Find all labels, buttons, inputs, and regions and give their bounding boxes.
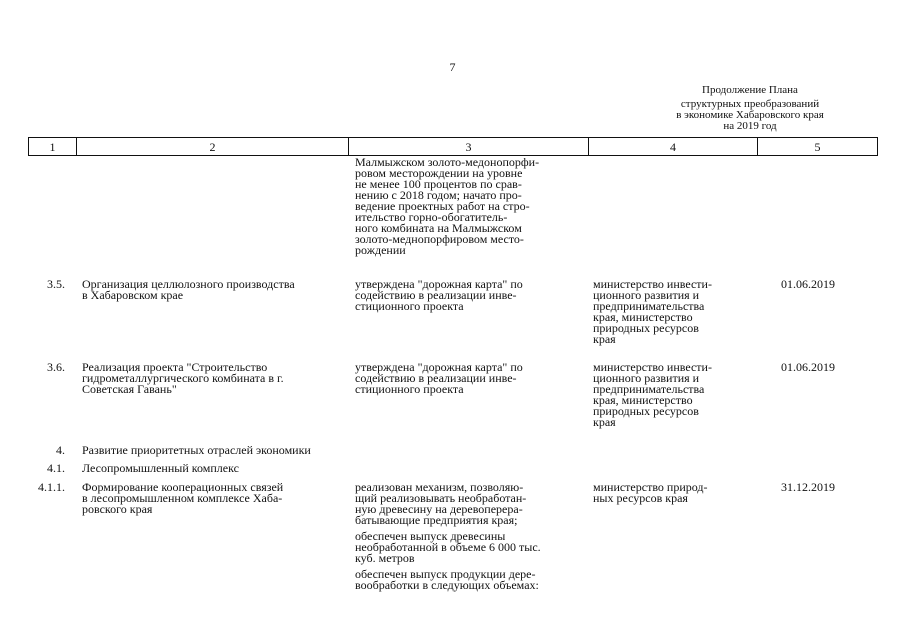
text-line: вообработки в следующих объемах: [355,578,539,592]
text-line: Лесопромышленный комплекс [82,461,239,475]
text-line: министерство природ- [593,480,708,494]
text-line: Советская Гавань" [82,382,177,396]
text-line: ционного развития и [593,288,700,302]
text-line: стиционного проекта [355,382,464,396]
deadline-cell: 31.12.2019 [781,480,835,494]
text-line: обеспечен выпуск древесины [355,529,506,543]
text-line: не менее 100 процентов по срав- [355,177,522,191]
text-line: предпринимательства [593,299,705,313]
column-header-1: 1 [29,138,77,156]
text-line: в Хабаровском крае [82,288,184,302]
text-line: реализован механизм, позволяю- [355,480,524,494]
text-line: необработанной в объеме 6 000 тыс. [355,540,541,554]
text-line: края [593,415,616,429]
row-number: 4.1. [47,461,65,475]
text-line: стиционного проекта [355,299,464,313]
text-line: природных ресурсов [593,321,699,335]
text-line: нению с 2018 годом; начато про- [355,188,522,202]
measure-cell [82,362,284,395]
text-line: министерство инвести- [593,277,712,291]
text-line: обеспечен выпуск продукции дере- [355,567,536,581]
text-line: Малмыжском золото-медонопорфи- [355,155,540,169]
text-line: Реализация проекта "Строительство [82,360,268,374]
continuation-line: структурных преобразований [680,98,820,110]
text-line: батывающие предприятия края; [355,513,518,527]
column-header-4: 4 [589,138,758,156]
result-cell [355,482,541,591]
row-number: 4.1.1. [38,480,65,494]
result-cell [355,279,523,312]
column-header-5: 5 [758,138,878,156]
measure-cell [82,482,283,515]
column-header-2: 2 [77,138,349,156]
text-line: Формирование кооперационных связей [82,480,284,494]
text-line: ровом месторождении на уровне [355,166,523,180]
result-cell [355,157,539,256]
responsible-cell [593,279,712,345]
result-cell [355,362,523,395]
text-line: Развитие приоритетных отраслей экономики [82,443,311,457]
text-line: ровского края [82,502,153,516]
deadline-cell: 01.06.2019 [781,360,835,374]
text-line: золото-меднопорфировом место- [355,232,524,246]
text-line: ную древесину на деревоперера- [355,502,523,516]
text-line: содействию в реализации инве- [355,288,517,302]
text-line: утверждена "дорожная карта" по [355,277,523,291]
continuation-line: в экономике Хабаровского края [676,109,824,121]
text-line: края [593,332,616,346]
row-number: 3.5. [47,277,65,291]
text-line: рождении [355,243,406,257]
row-number: 3.6. [47,360,65,374]
continuation-line: на 2019 год [723,120,777,132]
text-line: куб. метров [355,551,415,565]
text-line: ционного развития и [593,371,700,385]
text-line: в лесопромышленном комплексе Хаба- [82,491,283,505]
responsible-cell [593,362,712,428]
text-line: содействию в реализации инве- [355,371,517,385]
text-line: щий реализовывать необработан- [355,491,527,505]
text-line: утверждена "дорожная карта" по [355,360,523,374]
subsection-title [82,463,239,474]
text-line: природных ресурсов [593,404,699,418]
text-line: края, министерство [593,310,693,324]
row-number: 4. [56,443,65,457]
text-line: предпринимательства [593,382,705,396]
continuation-line: Продолжение Плана [702,84,798,96]
column-header-3: 3 [349,138,589,156]
section-title [82,445,311,456]
page-number: 7 [449,60,456,74]
responsible-cell [593,482,708,504]
text-line: Организация целлюлозного производства [82,277,295,291]
text-line: ительство горно-обогатитель- [355,210,508,224]
text-line: ного комбината на Малмыжском [355,221,522,235]
text-line: ведение проектных работ на стро- [355,199,530,213]
column-header-row [28,137,878,156]
deadline-cell: 01.06.2019 [781,277,835,291]
text-line: ных ресурсов края [593,491,688,505]
continuation-heading [640,85,860,132]
text-line: гидрометаллургического комбината в г. [82,371,284,385]
text-line: министерство инвести- [593,360,712,374]
text-line: края, министерство [593,393,693,407]
measure-cell [82,279,295,301]
